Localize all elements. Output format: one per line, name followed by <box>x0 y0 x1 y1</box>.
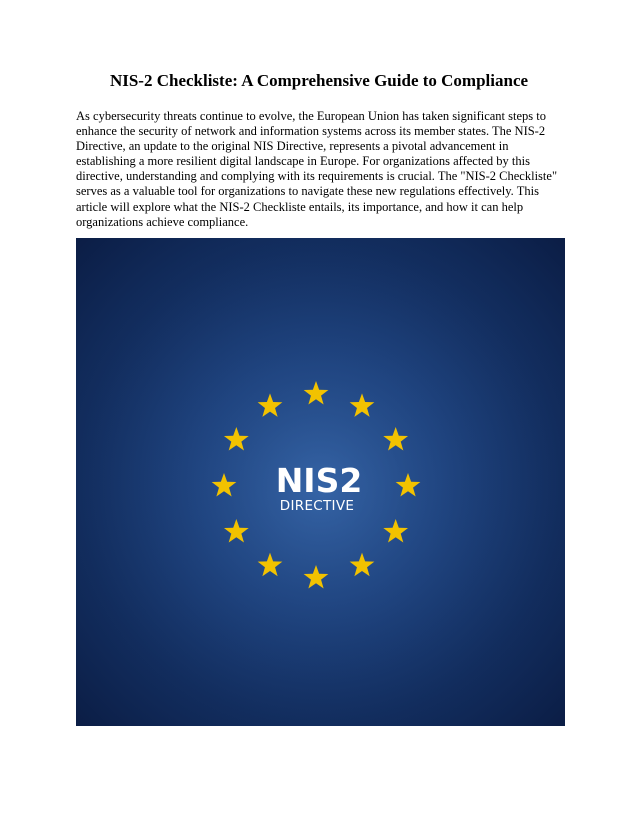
intro-paragraph: As cybersecurity threats continue to evolve, the European Union has taken significant steps to enhance the security of network and information systems across its member states. The NIS-2 Directive, an update to the original NIS Directive, represents a pivotal advancement in establishing a more resilient digital landscape in Europe. For organizations affected by this directive, understanding and complying with its requirements is crucial. The "NIS-2 Checkliste" serves as a valuable tool for organizations to navigate these new regulations effectively. This article will explore what the NIS-2 Checkliste entails, its importance, and how it can help organizations achieve compliance. <box>76 109 558 229</box>
nis2-heading: NIS2 <box>275 461 363 500</box>
directive-subheading: DIRECTIVE <box>279 498 355 514</box>
hero-graphic <box>76 238 565 726</box>
nis2-directive-image <box>76 238 565 726</box>
page-title: NIS-2 Checkliste: A Comprehensive Guide to Compliance <box>109 71 529 90</box>
